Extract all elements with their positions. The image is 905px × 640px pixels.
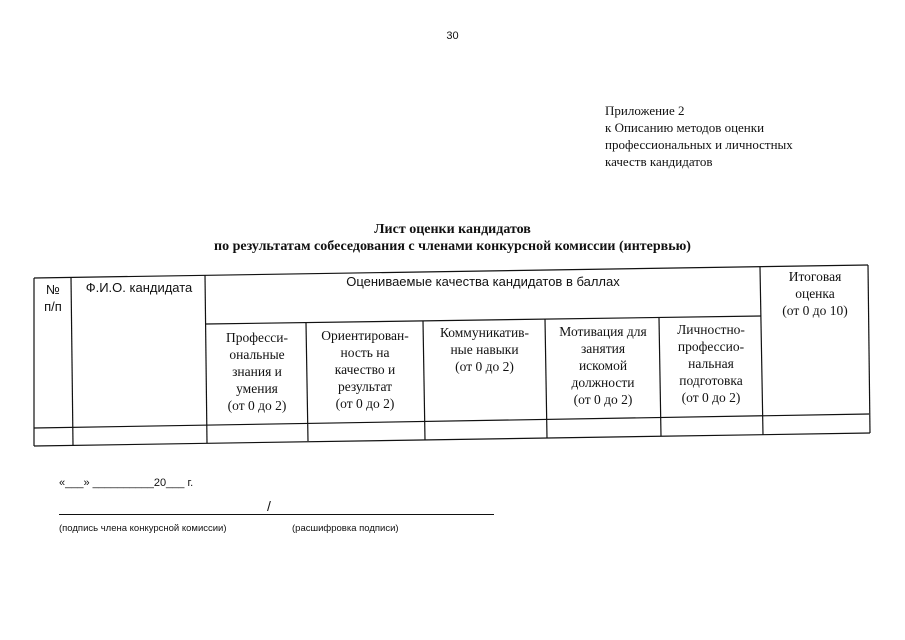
header-number [36, 281, 70, 315]
quality-line: искомой [578, 358, 628, 373]
total-line: Итоговая [788, 269, 842, 284]
header-quality-result-orientation [307, 327, 423, 412]
quality-line: нальная [688, 356, 734, 371]
quality-line: Личностно- [677, 322, 745, 337]
quality-line: ные навыки [450, 342, 519, 357]
appendix-line: Приложение 2 [605, 103, 685, 118]
quality-line: Ориентирован- [321, 328, 409, 343]
header-qualities-group: Оцениваемые качества кандидатов в баллах [346, 274, 620, 289]
quality-line: качество и [334, 362, 396, 377]
total-line: (от 0 до 10) [782, 303, 848, 318]
quality-line: ональные [229, 347, 285, 362]
quality-line: должности [571, 375, 635, 390]
quality-line: занятия [580, 341, 626, 356]
quality-line: (от 0 до 2) [681, 390, 741, 405]
date-line: «___» __________20___ г. [59, 477, 194, 489]
appendix-line: профессиональных и личностных [605, 137, 793, 152]
quality-line: знания и [232, 364, 282, 379]
header-number-line: № [46, 282, 60, 297]
quality-line: (от 0 до 2) [227, 398, 287, 413]
quality-line: подготовка [679, 373, 743, 388]
quality-line: умения [236, 381, 278, 396]
signature-caption-signature: (подпись члена конкурсной комиссии) [59, 523, 227, 534]
quality-line: Професси- [225, 330, 289, 345]
signature-caption-name: (расшифровка подписи) [292, 523, 399, 534]
quality-line: результат [337, 379, 393, 394]
header-number-line: п/п [44, 299, 62, 314]
quality-line: Мотивация для [559, 324, 647, 339]
total-line: оценка [795, 286, 835, 301]
header-quality-motivation [546, 323, 660, 408]
signature-line [59, 514, 494, 515]
header-quality-communication [424, 324, 545, 375]
header-quality-professional-knowledge [208, 329, 306, 414]
page-number: 30 [446, 30, 459, 42]
quality-line: Коммуникатив- [439, 325, 530, 340]
quality-line: ность на [340, 345, 390, 360]
appendix-line: качеств кандидатов [605, 154, 713, 169]
appendix-line: к Описанию методов оценки [605, 120, 765, 135]
title-line-1: Лист оценки кандидатов [374, 222, 531, 237]
quality-line: (от 0 до 2) [455, 359, 514, 374]
header-quality-personal-professional [660, 321, 762, 406]
quality-line: профессио- [677, 339, 745, 354]
quality-line: (от 0 до 2) [573, 392, 633, 407]
title-line-2: по результатам собеседования с членами конкурсной комиссии (интервью) [214, 239, 691, 254]
header-total-score [763, 268, 867, 319]
quality-line: (от 0 до 2) [335, 396, 395, 411]
header-candidate-name: Ф.И.О. кандидата [85, 280, 193, 295]
signature-slash: / [267, 498, 271, 514]
